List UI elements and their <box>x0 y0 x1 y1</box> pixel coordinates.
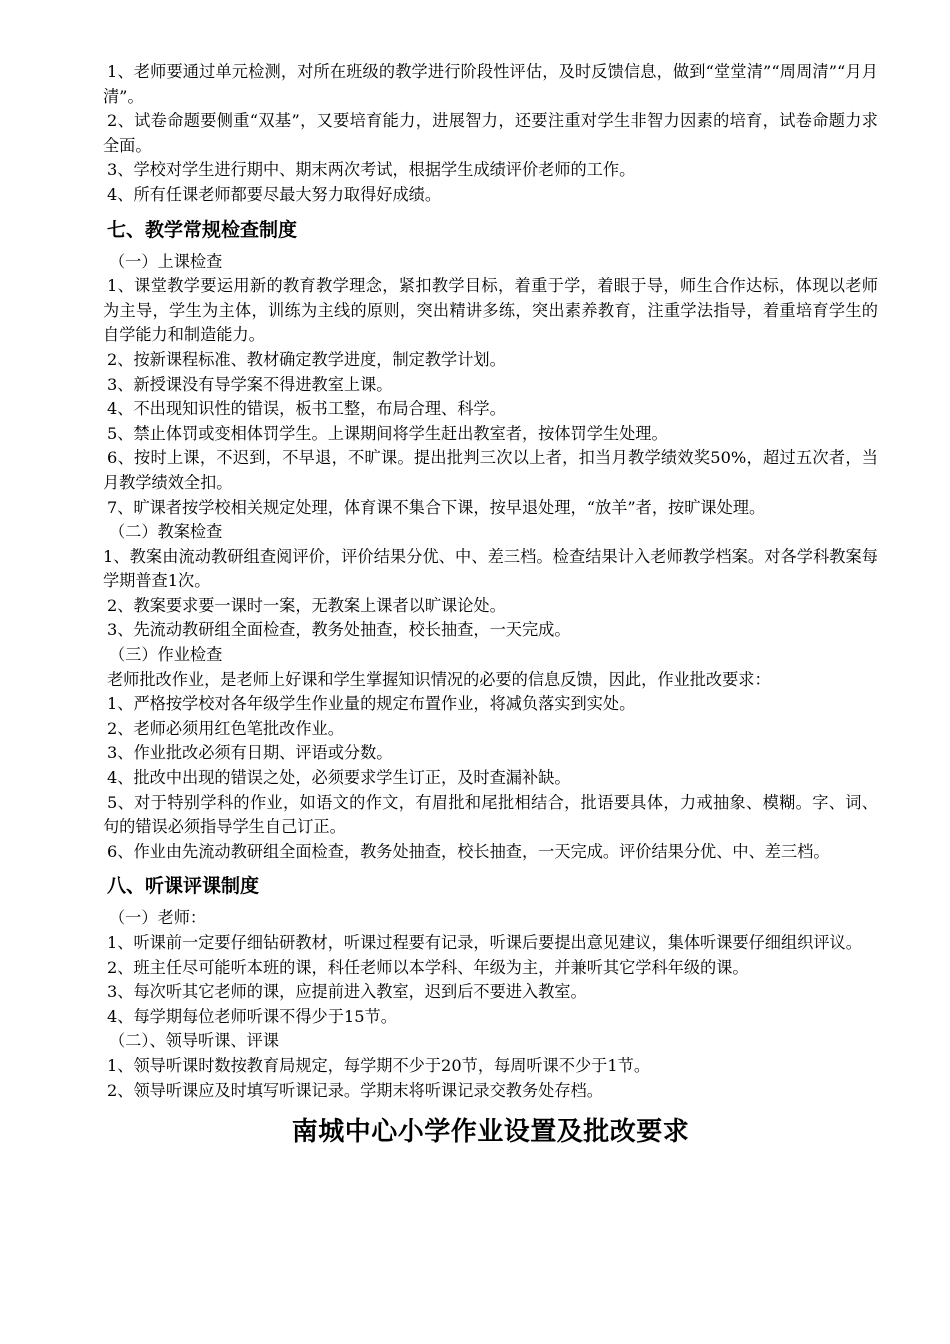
section-8-sub-1: （一）老师： <box>109 908 207 928</box>
s7-sub1-item-2: 2、按新课程标准、教材确定教学进度，制定教学计划。 <box>107 349 506 369</box>
s7-sub2-item-3: 3、先流动教研组全面检查，教务处抽查，校长抽查，一天完成。 <box>107 620 571 640</box>
s7-sub3-item-5: 5、对于特别学科的作业，如语文的作文，有眉批和尾批相结合，批语要具体，力戒抽象、模糊。字、词、句的错误必须指导学生自己订正。 <box>103 792 878 837</box>
section-7-heading: 七、教学常规检查制度 <box>107 218 298 241</box>
section-7-sub-2: （二）教案检查 <box>109 522 223 542</box>
s8-sub1-item-4: 4、每学期每位老师听课不得少于15节。 <box>107 1006 397 1026</box>
s7-sub3-item-6: 6、作业由先流动教研组全面检查，教务处抽查，校长抽查，一天完成。评价结果分优、中、差三档。 <box>107 841 830 861</box>
s8-sub1-item-1: 1、听课前一定要仔细钻研教材，听课过程要有记录，听课后要提出意见建议，集体听课要仔细组织评议。 <box>107 933 862 952</box>
s7-sub1-item-3: 3、新授课没有导学案不得进教室上课。 <box>107 374 393 394</box>
document-page <box>103 60 878 1149</box>
s7-sub1-item-6: 6、按时上课，不迟到，不早退，不旷课。提出批判三次以上者，扣当月教学绩效奖50%，超过五次者，当月教学绩效全扣。 <box>103 448 878 492</box>
s7-sub2-item-2: 2、教案要求要一课时一案，无教案上课者以旷课论处。 <box>107 595 506 615</box>
s8-sub2-item-2: 2、领导听课应及时填写听课记录。学期末将听课记录交教务处存档。 <box>107 1080 603 1100</box>
s7-sub1-item-4: 4、不出现知识性的错误，板书工整，布局合理、科学。 <box>107 399 506 419</box>
intro-item-2: 2、试卷命题要侧重“双基”，又要培育能力，进展智力，还要注重对学生非智力因素的培育，试卷命题力求全面。 <box>103 111 878 155</box>
s8-sub1-item-3: 3、每次听其它老师的课，应提前进入教室，迟到后不要进入教室。 <box>107 982 587 1002</box>
s7-sub3-intro: 老师批改作业，是老师上好课和学生掌握知识情况的必要的信息反馈，因此，作业批改要求： <box>107 669 771 689</box>
section-8-heading: 八、听课评课制度 <box>107 875 260 898</box>
next-section-title: 南城中心小学作业设置及批改要求 <box>291 1117 690 1148</box>
s8-sub1-item-2: 2、班主任尽可能听本班的课，科任老师以本学科、年级为主，并兼听其它学科年级的课。 <box>107 957 749 977</box>
s8-sub2-item-1: 1、领导听课时数按教育局规定，每学期不少于20节，每周听课不少于1节。 <box>107 1055 651 1075</box>
s7-sub3-item-1: 1、严格按学校对各年级学生作业量的规定布置作业，将减负落实到实处。 <box>107 694 636 714</box>
intro-item-4: 4、所有任课老师都要尽最大努力取得好成绩。 <box>107 184 442 204</box>
section-8-sub-2: （二）、领导听课、评课 <box>109 1031 279 1051</box>
s7-sub2-item-1: 1、教案由流动教研组查阅评价，评价结果分优、中、差三档。检查结果计入老师教学档案。对各学科教案每学期普查1次。 <box>103 546 878 591</box>
intro-item-1: 1、老师要通过单元检测，对所在班级的教学进行阶段性评估，及时反馈信息，做到“堂堂清”“周周清”“月月清”。 <box>103 62 878 106</box>
s7-sub1-item-5: 5、禁止体罚或变相体罚学生。上课期间将学生赶出教室者，按体罚学生处理。 <box>107 423 668 443</box>
intro-item-3: 3、学校对学生进行期中、期末两次考试，根据学生成绩评价老师的工作。 <box>107 160 636 180</box>
s7-sub3-item-2: 2、老师必须用红色笔批改作业。 <box>107 718 344 738</box>
s7-sub3-item-4: 4、批改中出现的错误之处，必须要求学生订正，及时查漏补缺。 <box>107 768 571 788</box>
section-7-sub-1: （一）上课检查 <box>109 251 223 271</box>
s7-sub3-item-3: 3、作业批改必须有日期、评语或分数。 <box>107 743 393 763</box>
s7-sub1-item-1: 1、课堂教学要运用新的教育教学理念，紧扣教学目标，着重于学，着眼于导，师生合作达标，体现以老师为主导，学生为主体，训练为主线的原则，突出精讲多练，突出素养教育，注重学法指导，着重培育学生的自学能力和制造能力。 <box>103 276 878 345</box>
section-7-sub-3: （三）作业检查 <box>109 645 223 665</box>
s7-sub1-item-7: 7、旷课者按学校相关规定处理，体育课不集合下课，按早退处理，“放羊”者，按旷课处理。 <box>107 497 766 517</box>
